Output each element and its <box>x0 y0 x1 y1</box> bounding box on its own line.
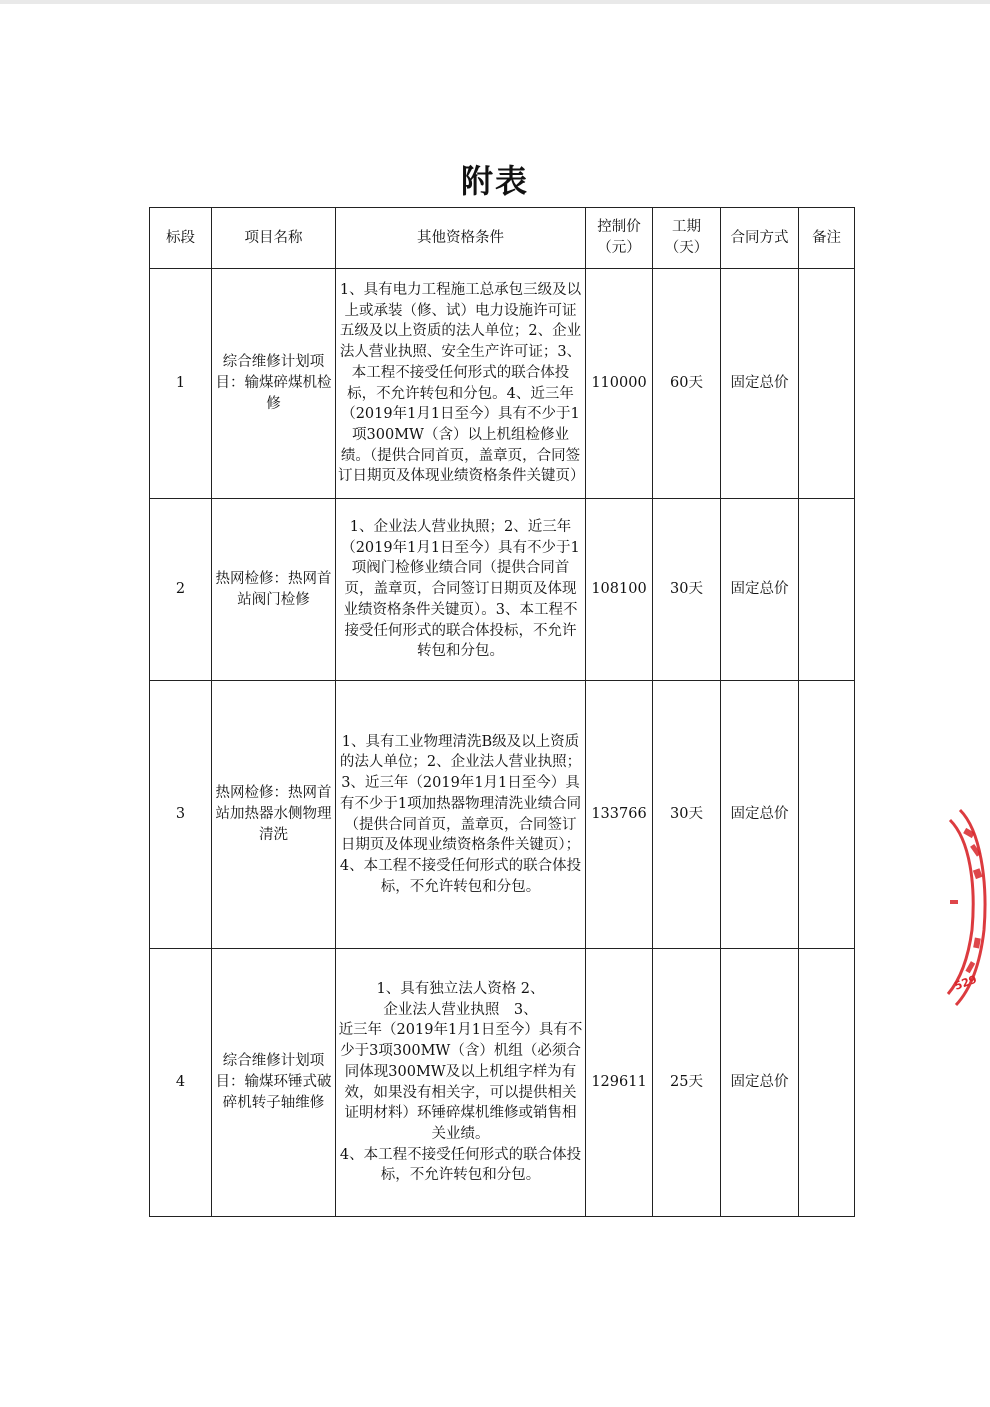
cell-period: 30天 <box>653 681 721 949</box>
header-conditions: 其他资格条件 <box>336 208 586 269</box>
page-title: 附表 <box>460 162 529 200</box>
cell-project-name: 综合维修计划项目：输煤碎煤机检修 <box>212 269 336 499</box>
cell-conditions: 1、具有电力工程施工总承包三级及以上或承装（修、试）电力设施许可证五级及以上资质的法人单位；2、企业法人营业执照、安全生产许可证；3、本工程不接受任何形式的联合体投标，不允许转包和分包。4、近三年（2019年1月1日至今）具有不少于1项300MW（含）以上机组检修业绩。（提供合同首页，盖章页，合同签订日期页及体现业绩资格条件关键页） <box>336 269 586 499</box>
cell-period: 25天 <box>653 949 721 1217</box>
cell-period: 60天 <box>653 269 721 499</box>
cell-conditions: 1、具有工业物理清洗B级及以上资质的法人单位；2、企业法人营业执照；3、近三年（2019年1月1日至今）具有不少于1项加热器物理清洗业绩合同（提供合同首页，盖章页，合同签订日期页及体现业绩资格条件关键页）；4、本工程不接受任何形式的联合体投标，不允许转包和分包。 <box>336 681 586 949</box>
cell-price: 110000 <box>586 269 653 499</box>
cell-period: 30天 <box>653 499 721 681</box>
cell-project-name: 热网检修：热网首站加热器水侧物理清洗 <box>212 681 336 949</box>
cell-section: 2 <box>150 499 212 681</box>
cell-contract: 固定总价 <box>721 499 799 681</box>
cell-remarks <box>799 499 855 681</box>
header-period: 工期（天） <box>653 208 721 269</box>
qualification-table <box>149 207 855 1217</box>
cell-contract: 固定总价 <box>721 681 799 949</box>
cell-conditions: 1、企业法人营业执照；2、近三年（2019年1月1日至今）具有不少于1项阀门检修业绩合同（提供合同首页，盖章页，合同签订日期页及体现业绩资格条件关键页）。3、本工程不接受任何形式的联合体投标，不允许转包和分包。 <box>336 499 586 681</box>
header-remarks: 备注 <box>799 208 855 269</box>
condition-line: 1、具有独立法人资格 2、 <box>376 980 545 997</box>
table-row <box>150 499 855 681</box>
cell-price: 133766 <box>586 681 653 949</box>
cell-contract: 固定总价 <box>721 269 799 499</box>
cell-section: 4 <box>150 949 212 1217</box>
cell-conditions <box>336 949 586 1217</box>
cell-section: 1 <box>150 269 212 499</box>
table-header-row <box>150 208 855 269</box>
cell-remarks <box>799 681 855 949</box>
cell-remarks <box>799 269 855 499</box>
red-seal-stamp <box>930 790 990 1030</box>
table-row <box>150 269 855 499</box>
condition-line: 企业法人营业执照 3、 <box>383 1001 538 1018</box>
condition-line: 近三年（2019年1月1日至今）具有不少于3项300MW（含）机组（必须合同体现300MW及以上机组字样为有效，如果没有相关字，可以提供相关证明材料）环锤碎煤机维修或销售相关业绩。 <box>338 1022 583 1142</box>
cell-project-name: 综合维修计划项目：输煤环锤式破碎机转子轴维修 <box>212 949 336 1217</box>
cell-price: 129611 <box>586 949 653 1217</box>
cell-remarks <box>799 949 855 1217</box>
header-price: 控制价（元） <box>586 208 653 269</box>
table-row <box>150 949 855 1217</box>
condition-line: 4、本工程不接受任何形式的联合体投标，不允许转包和分包。 <box>339 1146 582 1184</box>
stamp-text: 529 <box>952 972 979 993</box>
cell-section: 3 <box>150 681 212 949</box>
header-section: 标段 <box>150 208 212 269</box>
scan-edge <box>0 0 990 4</box>
cell-contract: 固定总价 <box>721 949 799 1217</box>
cell-price: 108100 <box>586 499 653 681</box>
header-contract: 合同方式 <box>721 208 799 269</box>
header-project-name: 项目名称 <box>212 208 336 269</box>
cell-project-name: 热网检修：热网首站阀门检修 <box>212 499 336 681</box>
table-row <box>150 681 855 949</box>
